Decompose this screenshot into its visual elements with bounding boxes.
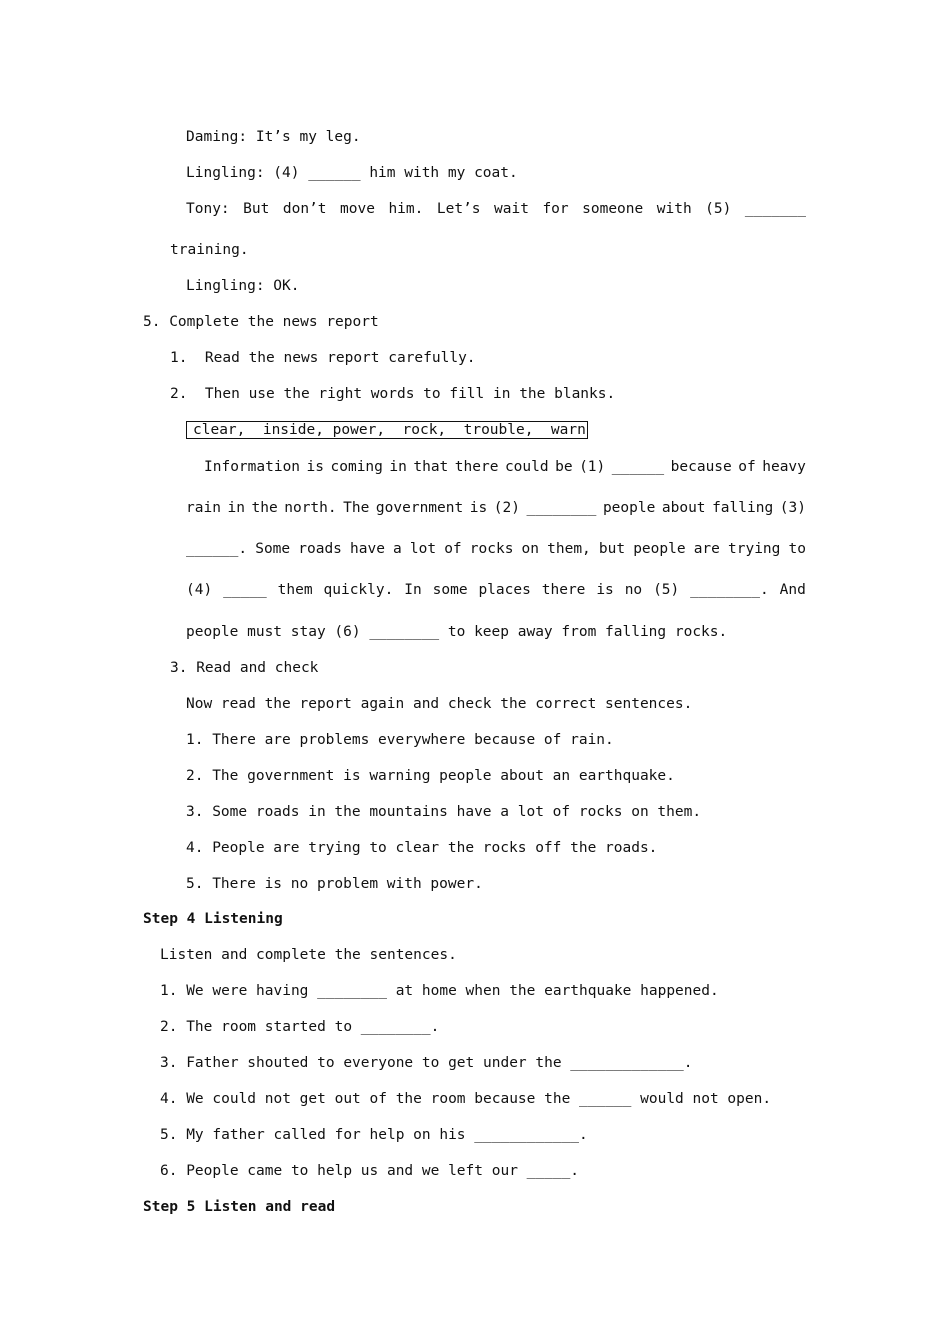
word: them xyxy=(277,582,313,598)
word: the xyxy=(251,500,278,516)
word: in xyxy=(389,459,407,475)
word: but xyxy=(598,541,626,557)
word: move xyxy=(340,201,375,217)
dialogue-line: Lingling: OK. xyxy=(186,278,300,294)
word: people xyxy=(633,541,686,557)
step-instruction: Listen and complete the sentences. xyxy=(160,947,457,963)
word: that xyxy=(413,459,449,475)
word: there xyxy=(541,582,586,598)
word: north. xyxy=(284,500,337,516)
step-heading: Step 5 Listen and read xyxy=(143,1199,336,1215)
word: people xyxy=(602,500,656,516)
dialogue-line: Lingling: (4) ______ him with my coat. xyxy=(186,165,518,181)
word: in xyxy=(227,500,245,516)
listening-item: 6. People came to help us and we left our _____. xyxy=(160,1163,580,1179)
word: government xyxy=(375,500,464,516)
word: about xyxy=(661,500,706,516)
word: with xyxy=(656,201,692,217)
word: But xyxy=(243,201,270,217)
word: ______ xyxy=(611,459,665,475)
listening-item: 2. The room started to ________. xyxy=(160,1019,440,1035)
dialogue-line-justified xyxy=(186,200,806,218)
word: lot xyxy=(409,541,437,557)
word: Tony: xyxy=(186,201,230,217)
word: him. xyxy=(388,201,424,217)
word: there xyxy=(454,459,499,475)
word: (1) xyxy=(579,459,606,475)
word: quickly. xyxy=(323,582,394,598)
check-item: 2. The government is warning people about an earthquake. xyxy=(186,768,675,784)
word: for xyxy=(542,201,569,217)
word: Let’s xyxy=(436,201,481,217)
word: some xyxy=(432,582,468,598)
listening-item: 4. We could not get out of the room because the ______ would not open. xyxy=(160,1091,772,1107)
list-item: 1. Read the news report carefully. xyxy=(170,350,476,366)
word: Some xyxy=(255,541,291,557)
word: And xyxy=(779,582,806,598)
word: _____ xyxy=(223,582,267,598)
list-item: 2. Then use the right words to fill in the blanks. xyxy=(170,386,616,402)
word: wait xyxy=(494,201,529,217)
check-heading: 3. Read and check xyxy=(170,660,319,676)
word: because xyxy=(670,459,732,475)
word: _______ xyxy=(744,201,806,217)
word: is xyxy=(306,459,324,475)
word: could xyxy=(504,459,549,475)
word: is xyxy=(596,582,614,598)
word: (4) xyxy=(186,582,213,598)
dialogue-line: Daming: It’s my leg. xyxy=(186,129,361,145)
listening-item: 1. We were having ________ at home when the earthquake happened. xyxy=(160,983,719,999)
word: of xyxy=(444,541,462,557)
word: ________. xyxy=(690,582,769,598)
step-heading: Step 4 Listening xyxy=(143,911,283,927)
word: is xyxy=(469,500,488,516)
word: someone xyxy=(582,201,644,217)
word: In xyxy=(404,582,422,598)
word: ______. xyxy=(186,541,248,557)
listening-item: 5. My father called for help on his ____________. xyxy=(160,1127,588,1143)
word: Information xyxy=(204,459,301,475)
word-box: clear, inside, power, rock, trouble, warn xyxy=(186,421,588,439)
word: The xyxy=(343,500,370,516)
check-item: 4. People are trying to clear the rocks off the roads. xyxy=(186,840,658,856)
word: to xyxy=(788,541,806,557)
word: (3) xyxy=(779,500,806,516)
report-line-justified xyxy=(204,458,806,476)
word: them, xyxy=(547,541,591,557)
word: (5) xyxy=(653,582,680,598)
word: don’t xyxy=(282,201,327,217)
report-line: people must stay (6) ________ to keep away from falling rocks. xyxy=(186,624,728,640)
report-line-justified xyxy=(186,540,806,558)
check-item: 1. There are problems everywhere because of rain. xyxy=(186,732,614,748)
check-instruction: Now read the report again and check the correct sentences. xyxy=(186,696,693,712)
word: no xyxy=(624,582,643,598)
dialogue-line: training. xyxy=(170,242,249,258)
word: heavy xyxy=(762,459,806,475)
listening-item: 3. Father shouted to everyone to get under the _____________. xyxy=(160,1055,693,1071)
report-line-justified xyxy=(186,499,806,517)
word: (5) xyxy=(705,201,732,217)
word: have xyxy=(350,541,385,557)
report-line-justified xyxy=(186,581,806,599)
check-item: 5. There is no problem with power. xyxy=(186,876,483,892)
word: trying xyxy=(728,541,781,557)
word: coming xyxy=(330,459,383,475)
word: places xyxy=(478,582,531,598)
word: rain xyxy=(186,500,221,516)
section-heading: 5. Complete the news report xyxy=(143,314,379,330)
word: be xyxy=(555,459,573,475)
word: of xyxy=(738,459,756,475)
word: falling xyxy=(712,500,774,516)
word: roads xyxy=(298,541,342,557)
word: are xyxy=(693,541,720,557)
word: on xyxy=(521,541,540,557)
word: rocks xyxy=(469,541,514,557)
word: a xyxy=(393,541,402,557)
check-item: 3. Some roads in the mountains have a lot of rocks on them. xyxy=(186,804,702,820)
word: ________ xyxy=(526,500,597,516)
word: (2) xyxy=(493,500,520,516)
